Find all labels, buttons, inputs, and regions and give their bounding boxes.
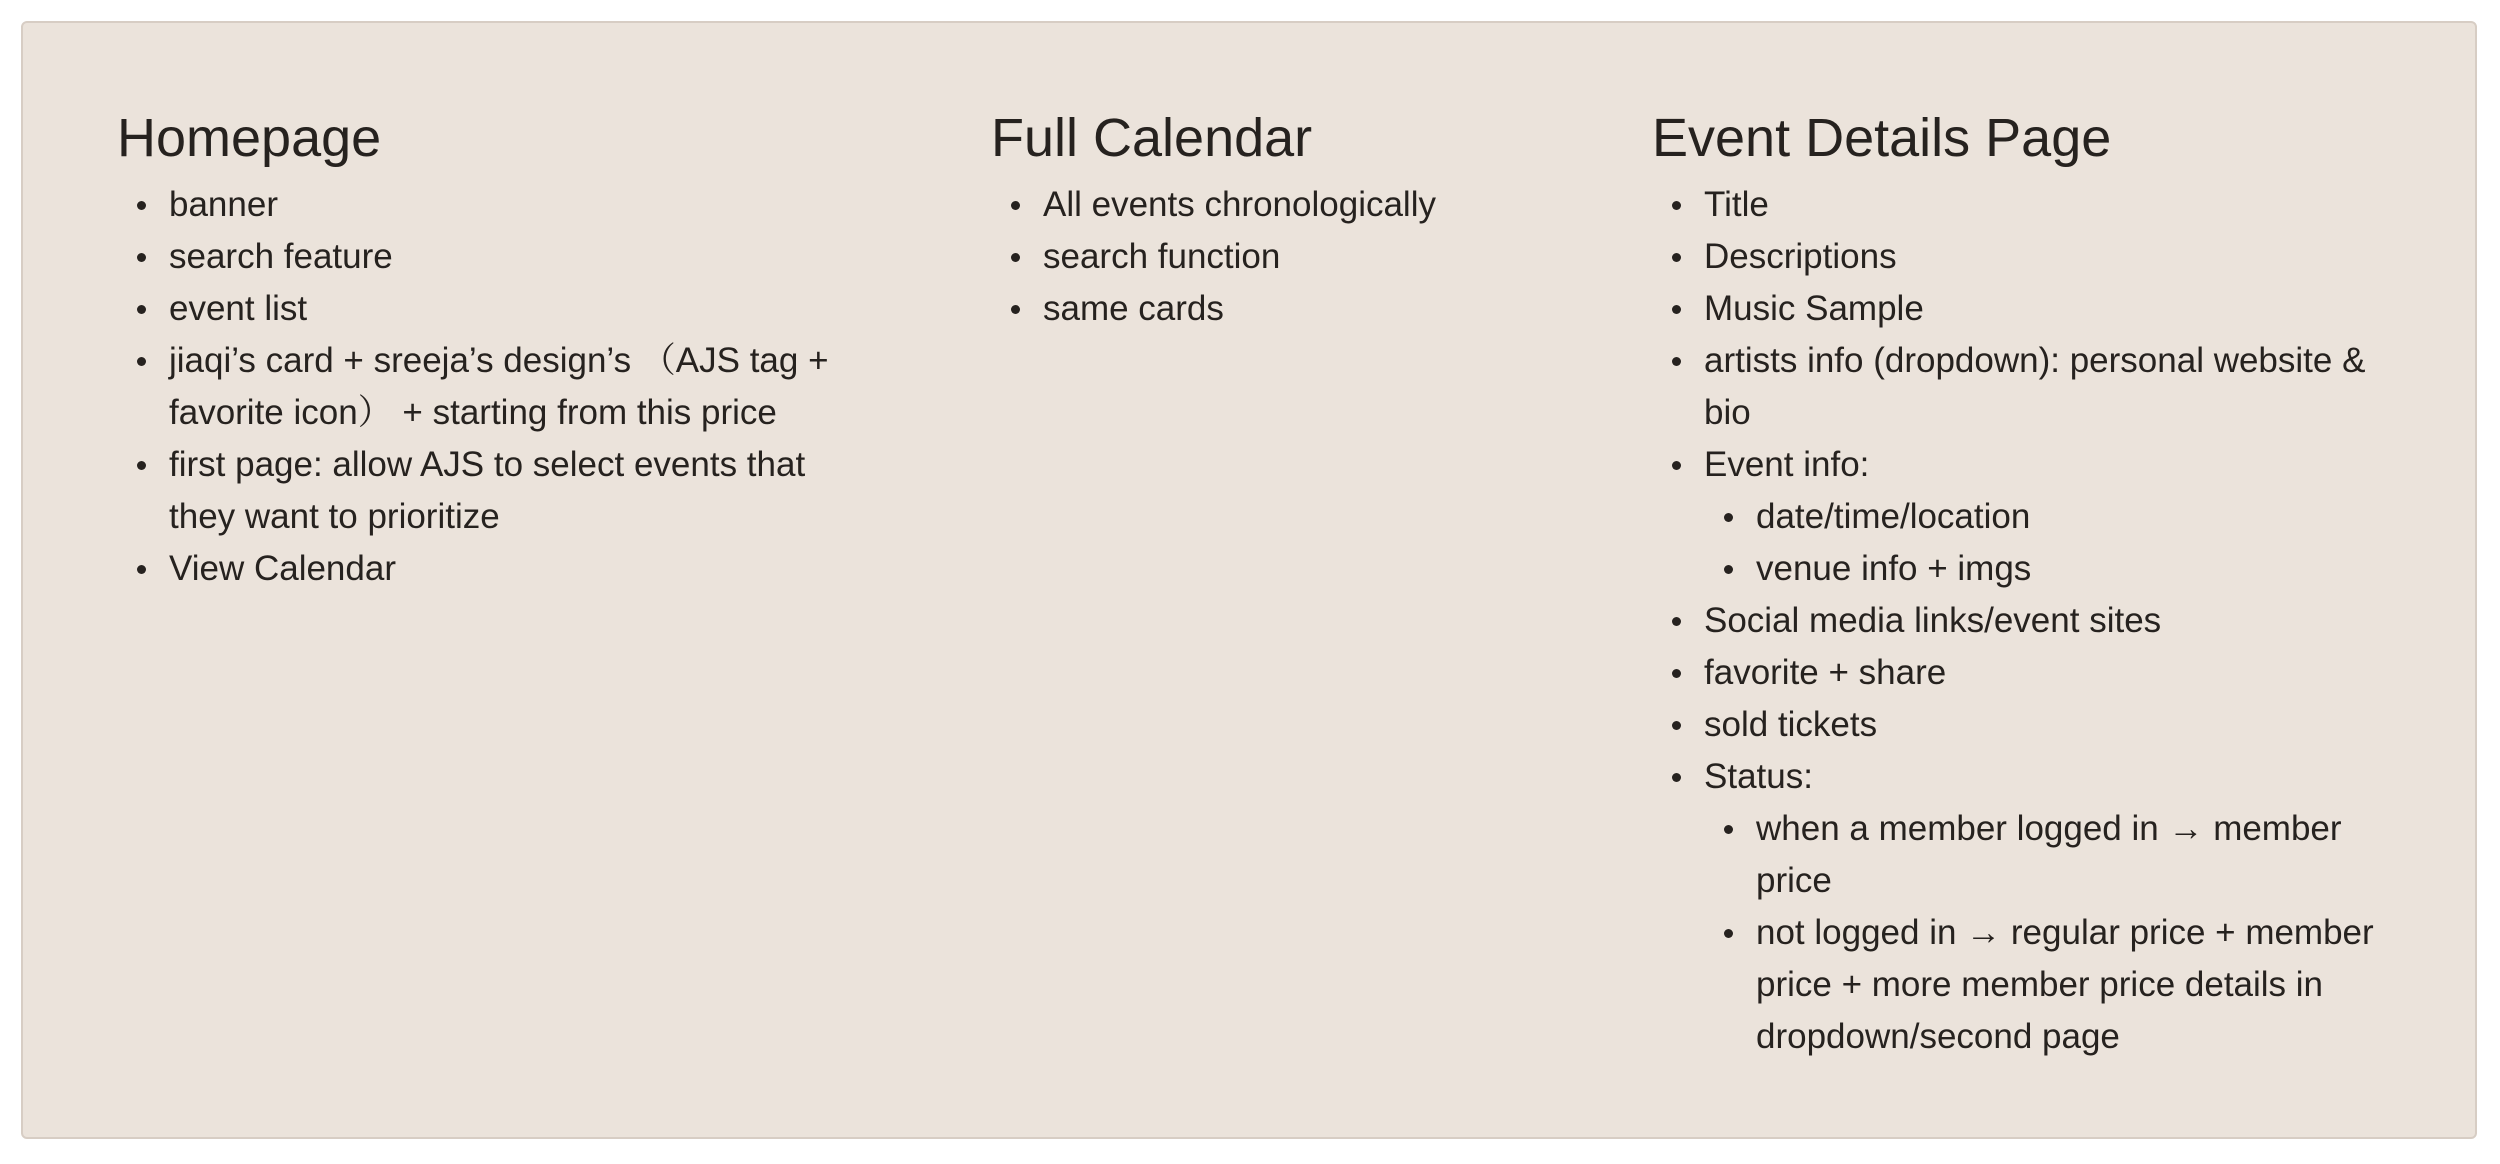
sublist-item-text: not logged in → regular price + member price + more member price details in dropdown/second page <box>1756 913 2374 1056</box>
list-item-text: sold tickets <box>1704 705 1878 744</box>
homepage-section <box>117 101 877 595</box>
list-item <box>117 439 877 543</box>
list-item <box>1652 751 2412 1063</box>
event-info-sublist <box>1704 491 2412 595</box>
list-item-text: All events chronologically <box>1043 185 1436 224</box>
list-item-text: Social media links/event sites <box>1704 601 2162 640</box>
sublist-item <box>1704 543 2412 595</box>
list-item <box>1652 439 2412 595</box>
list-item-text: search function <box>1043 237 1281 276</box>
list-item <box>1652 231 2412 283</box>
list-item-text: Descriptions <box>1704 237 1897 276</box>
sublist-item <box>1704 907 2412 1063</box>
event-details-section <box>1652 101 2412 1063</box>
sublist-item <box>1704 803 2412 907</box>
list-item-text: search feature <box>169 237 393 276</box>
full-calendar-section <box>991 101 1611 335</box>
list-item <box>991 179 1611 231</box>
sublist-item-text: date/time/location <box>1756 497 2031 536</box>
list-item <box>1652 699 2412 751</box>
list-item <box>117 231 877 283</box>
list-item <box>991 283 1611 335</box>
list-item-text: Status: <box>1704 757 1813 796</box>
list-item <box>1652 179 2412 231</box>
notes-board <box>21 21 2477 1139</box>
list-item <box>117 179 877 231</box>
list-item-text: jiaqi’s card + sreeja’s design’s （AJS tag + favorite icon） + starting from this price <box>169 341 829 432</box>
status-sublist <box>1704 803 2412 1063</box>
list-item-text: event list <box>169 289 308 328</box>
list-item-text: favorite + share <box>1704 653 1947 692</box>
list-item-text: first page: allow AJS to select events that they want to prioritize <box>169 445 806 536</box>
sublist-item <box>1704 491 2412 543</box>
list-item <box>117 283 877 335</box>
homepage-heading: Homepage <box>117 108 382 168</box>
list-item-text: View Calendar <box>169 549 396 588</box>
list-item-text: banner <box>169 185 278 224</box>
list-item-text: Music Sample <box>1704 289 1924 328</box>
list-item <box>1652 335 2412 439</box>
full-calendar-heading: Full Calendar <box>991 108 1313 168</box>
list-item-text: artists info (dropdown): personal website & bio <box>1704 341 2366 432</box>
list-item <box>1652 647 2412 699</box>
list-item <box>1652 595 2412 647</box>
event-details-list <box>1652 179 2412 1063</box>
sublist-item-text: venue info + imgs <box>1756 549 2032 588</box>
list-item <box>991 231 1611 283</box>
list-item-text: same cards <box>1043 289 1224 328</box>
list-item-text: Event info: <box>1704 445 1870 484</box>
list-item <box>117 543 877 595</box>
event-details-heading: Event Details Page <box>1652 108 2112 168</box>
list-item <box>1652 283 2412 335</box>
list-item-text: Title <box>1704 185 1769 224</box>
sublist-item-text: when a member logged in → member price <box>1756 809 2342 900</box>
full-calendar-list <box>991 179 1611 335</box>
list-item <box>117 335 877 439</box>
homepage-list <box>117 179 877 595</box>
